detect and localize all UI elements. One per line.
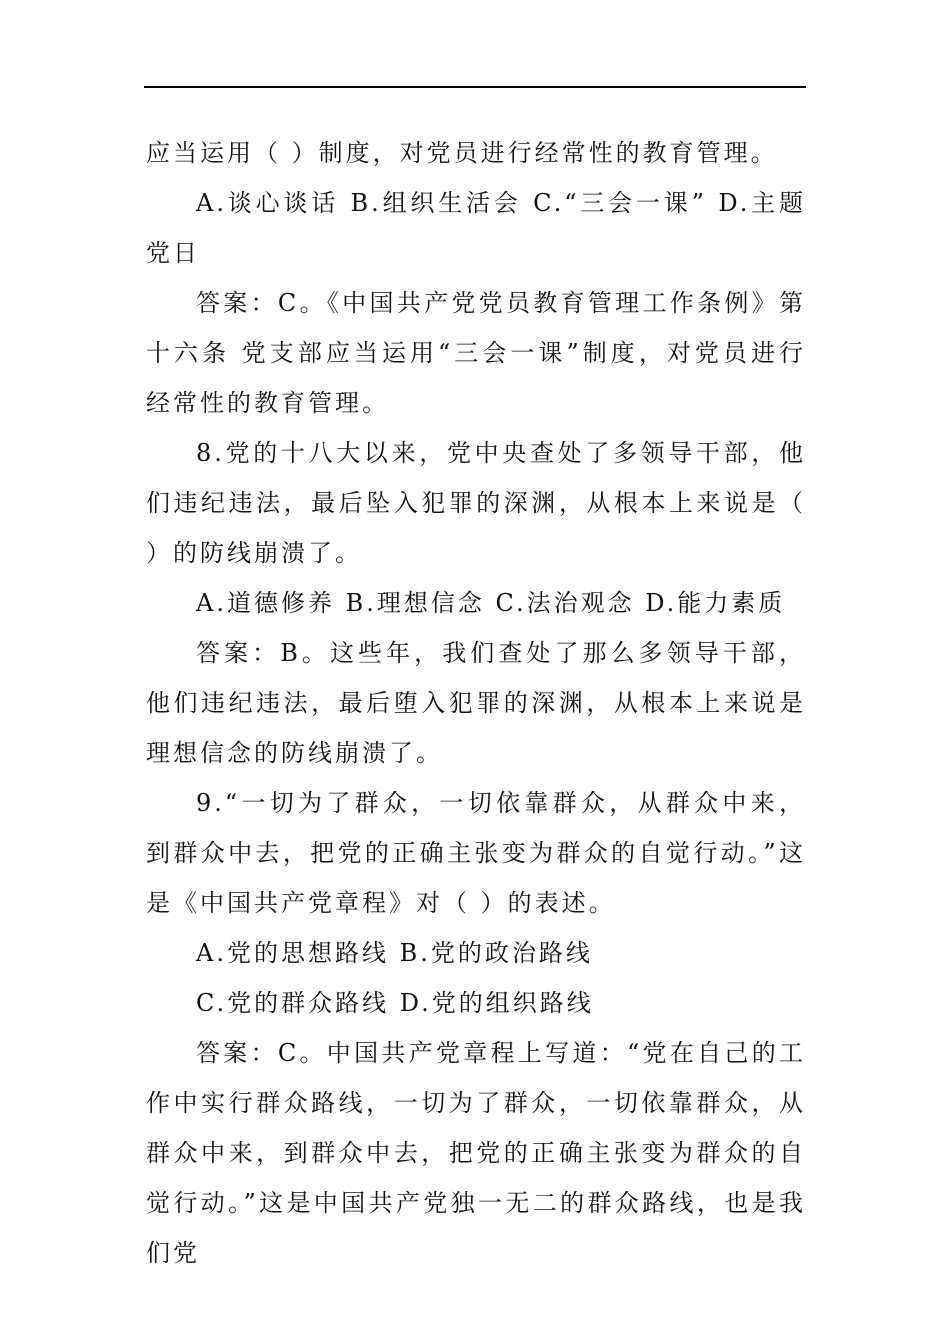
- q9-answer: 答案：C。中国共产党章程上写道：“党在自己的工作中实行群众路线，一切为了群众，一切依靠群众，从群众中来，到群众中去，把党的正确主张变为群众的自觉行动。”这是中国共产党独一无二的群众路线，也是我们党: [146, 1039, 806, 1267]
- header-rule: [144, 86, 806, 88]
- q9-stem: 9.“一切为了群众，一切依靠群众，从群众中来，到群众中去，把党的正确主张变为群众的自觉行动。”这是《中国共产党章程》对（ ）的表述。: [146, 789, 806, 917]
- document-body: [146, 128, 806, 1278]
- q7-answer: 答案：C。《中国共产党党员教育管理工作条例》第十六条 党支部应当运用“三会一课”制度，对党员进行经常性的教育管理。: [146, 289, 806, 417]
- q7-options: A.谈心谈话 B.组织生活会 C.“三会一课” D.主题党日: [146, 189, 806, 267]
- q9-options-ab: A.党的思想路线 B.党的政治路线: [196, 939, 593, 967]
- q7-stem-continuation: 应当运用（ ）制度，对党员进行经常性的教育管理。: [146, 139, 778, 167]
- q8-answer: 答案：B。这些年，我们查处了那么多领导干部，他们违纪违法，最后堕入犯罪的深渊，从根本上来说是理想信念的防线崩溃了。: [146, 639, 806, 767]
- q8-stem: 8.党的十八大以来，党中央查处了多领导干部，他们违纪违法，最后坠入犯罪的深渊，从根本上来说是（ ）的防线崩溃了。: [146, 439, 806, 567]
- q8-options: A.道德修养 B.理想信念 C.法治观念 D.能力素质: [196, 589, 786, 617]
- q9-options-cd: C.党的群众路线 D.党的组织路线: [196, 989, 594, 1017]
